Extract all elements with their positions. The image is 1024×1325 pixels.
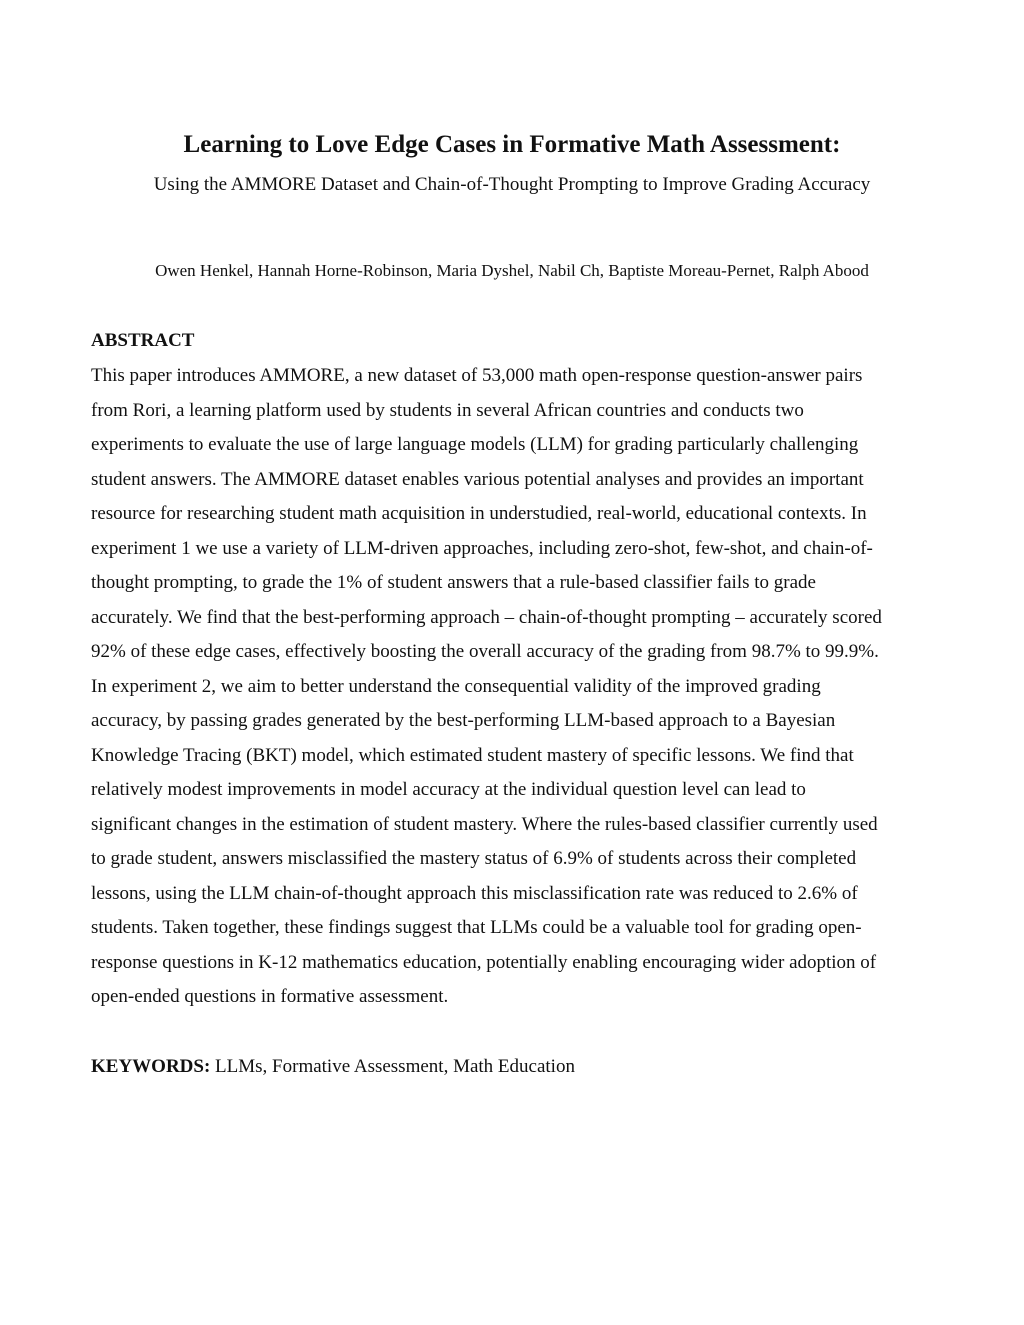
keywords-label: KEYWORDS: xyxy=(91,1056,211,1077)
abstract-line: In experiment 2, we aim to better understand the consequential validity of the improved grading xyxy=(91,675,821,697)
abstract-line: significant changes in the estimation of student mastery. Where the rules-based classifier currently used xyxy=(91,813,878,835)
keywords-line xyxy=(91,1052,575,1082)
author-list: Owen Henkel, Hannah Horne-Robinson, Maria Dyshel, Nabil Ch, Baptiste Moreau-Pernet, Ralph Abood xyxy=(155,261,869,280)
abstract-line: accurately. We find that the best-performing approach – chain-of-thought prompting – accurately scored xyxy=(91,606,882,628)
abstract-line: resource for researching student math acquisition in understudied, real-world, educational contexts. In xyxy=(91,503,867,524)
keywords-value: LLMs, Formative Assessment, Math Education xyxy=(210,1056,575,1077)
abstract-line: response questions in K-12 mathematics education, potentially enabling encouraging wider adoption of xyxy=(91,951,877,973)
abstract-line: from Rori, a learning platform used by students in several African countries and conducts two xyxy=(91,399,804,421)
abstract-body xyxy=(91,359,937,1015)
abstract-line: 92% of these edge cases, effectively boosting the overall accuracy of the grading from 98.7% to 99.9%. xyxy=(91,641,879,662)
paper-subtitle: Using the AMMORE Dataset and Chain-of-Thought Prompting to Improve Grading Accuracy xyxy=(153,174,871,195)
abstract-line: relatively modest improvements in model accuracy at the individual question level can lead to xyxy=(91,779,806,800)
abstract-line: student answers. The AMMORE dataset enables various potential analyses and provides an important xyxy=(91,468,864,490)
abstract-line: to grade student, answers misclassified the mastery status of 6.9% of students across their completed xyxy=(91,848,857,869)
abstract-line: Knowledge Tracing (BKT) model, which estimated student mastery of specific lessons. We find that xyxy=(91,744,854,766)
abstract-line: experiment 1 we use a variety of LLM-driven approaches, including zero-shot, few-shot, and chain-of- xyxy=(91,537,873,559)
abstract-line: accuracy, by passing grades generated by the best-performing LLM-based approach to a Bayesian xyxy=(91,710,836,731)
abstract-line: lessons, using the LLM chain-of-thought approach this misclassification rate was reduced to 2.6% of xyxy=(91,882,858,904)
abstract-line: thought prompting, to grade the 1% of student answers that a rule-based classifier fails to grade xyxy=(91,572,816,593)
abstract-line: experiments to evaluate the use of large language models (LLM) for grading particularly challenging xyxy=(91,434,859,455)
paper-title: Learning to Love Edge Cases in Formative Math Assessment: xyxy=(183,131,841,158)
abstract-line: This paper introduces AMMORE, a new dataset of 53,000 math open-response question-answer pairs xyxy=(91,365,863,386)
abstract-line: students. Taken together, these findings suggest that LLMs could be a valuable tool for grading open- xyxy=(91,917,862,938)
abstract-heading: ABSTRACT xyxy=(91,330,195,351)
abstract-line: open-ended questions in formative assessment. xyxy=(91,986,449,1007)
